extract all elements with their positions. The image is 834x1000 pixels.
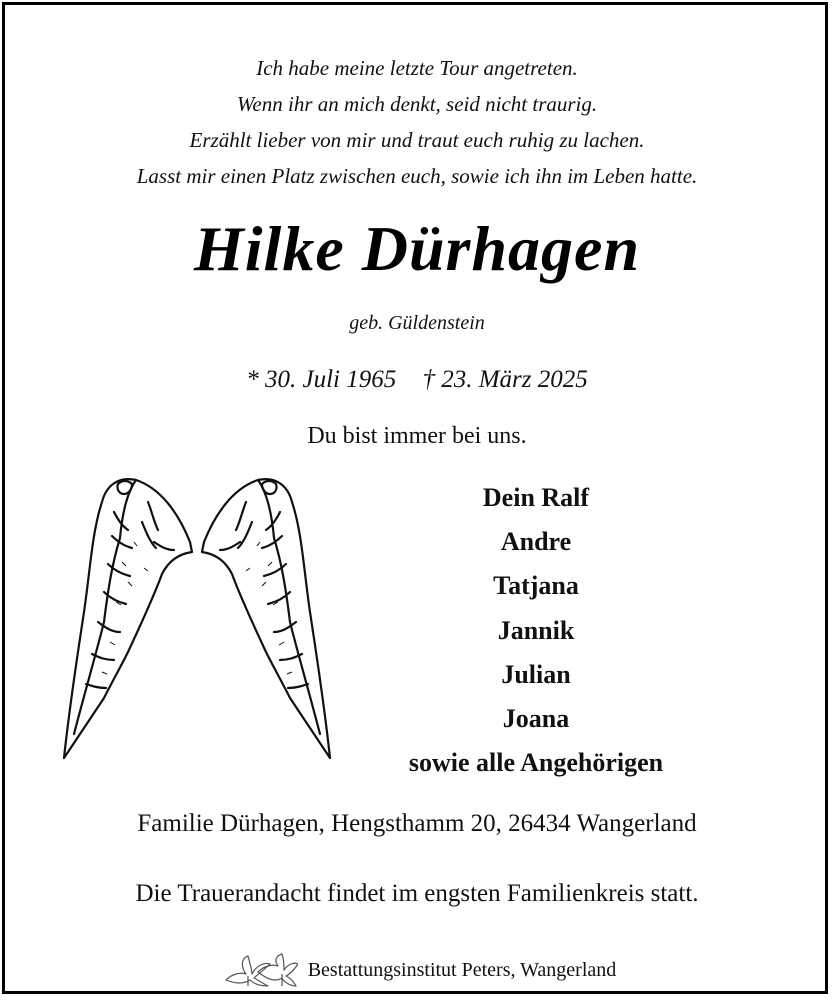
family-member: Jannik <box>497 615 575 645</box>
birth-name: geb. Güldenstein <box>349 312 485 334</box>
funeral-home-footer <box>0 952 834 988</box>
family-member: Julian <box>501 659 571 689</box>
family-member: Tatjana <box>493 571 579 601</box>
lily-flower-icon <box>218 952 298 988</box>
poem-line: Wenn ihr an mich denkt, seid nicht traurig. <box>236 92 598 116</box>
deceased-name: Hilke Dürhagen <box>193 213 641 284</box>
motto: Du bist immer bei uns. <box>307 423 527 449</box>
family-member: Dein Ralf <box>482 483 590 512</box>
family-member: Joana <box>502 704 570 734</box>
funeral-home-name: Bestattungsinstitut Peters, Wangerland <box>307 958 617 981</box>
poem-line: Erzählt lieber von mir und traut euch ruhig zu lachen. <box>189 128 645 152</box>
birth-date: * 30. Juli 1965 <box>246 366 397 393</box>
poem-line: Ich habe meine letzte Tour angetreten. <box>256 56 578 80</box>
service-note: Die Trauerandacht findet im engsten Familienkreis statt. <box>135 880 699 907</box>
family-member: sowie alle Angehörigen <box>408 748 664 778</box>
life-dates <box>0 366 834 394</box>
family-member: Andre <box>500 527 572 557</box>
family-address: Familie Dürhagen, Hengsthamm 20, 26434 Wangerland <box>137 810 697 837</box>
angel-wings-icon <box>62 472 332 764</box>
death-date: † 23. März 2025 <box>422 366 588 393</box>
poem <box>0 50 834 194</box>
poem-line: Lasst mir einen Platz zwischen euch, sowie ich ihn im Leben hatte. <box>136 164 698 188</box>
family-list <box>340 476 732 785</box>
